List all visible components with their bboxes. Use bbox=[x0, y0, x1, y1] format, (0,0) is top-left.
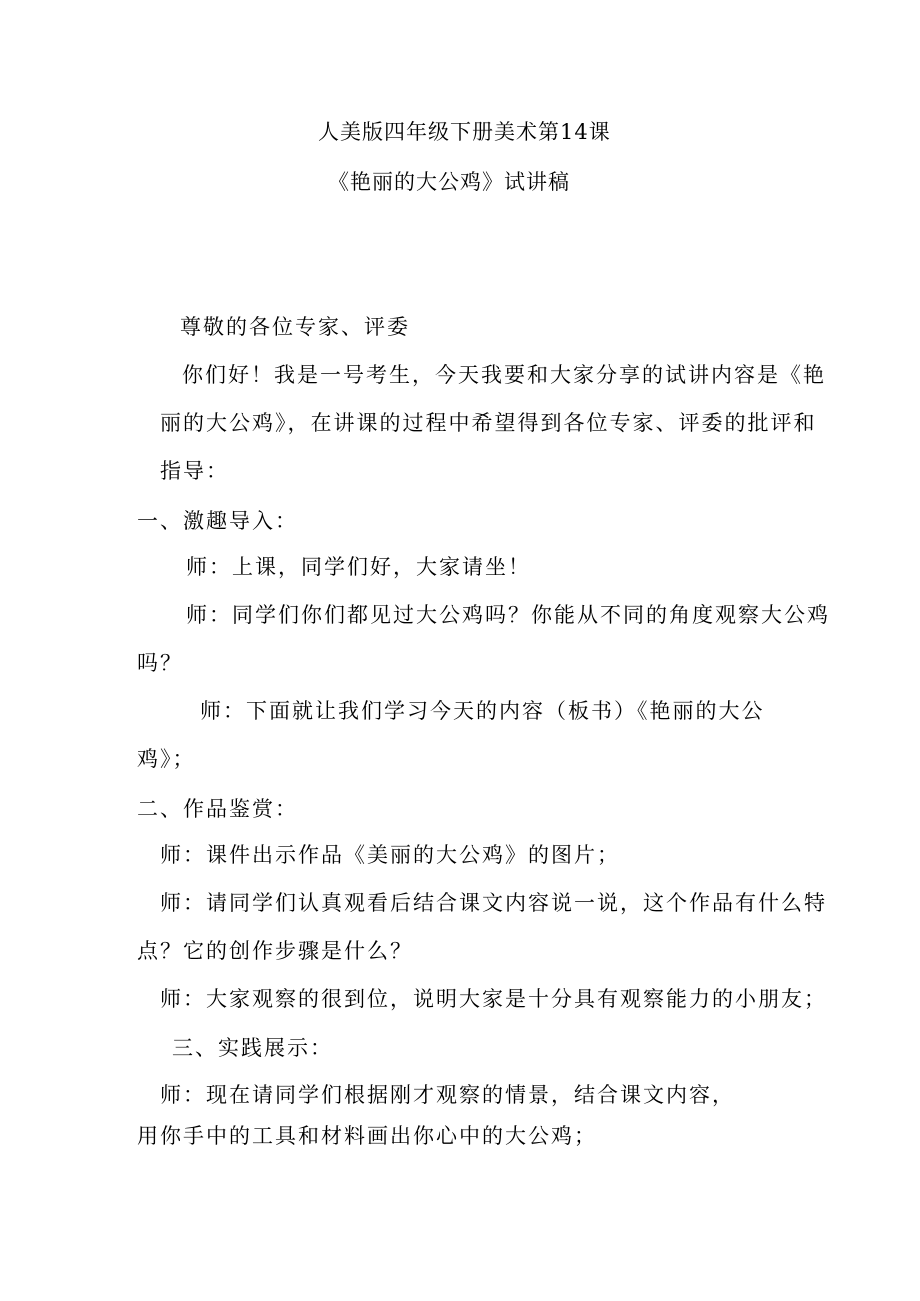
section-heading: 三、实践展示： bbox=[172, 1036, 333, 1060]
greeting-line: 尊敬的各位专家、评委 bbox=[180, 315, 410, 339]
paragraph-line: 点？它的创作步骤是什么？ bbox=[137, 939, 413, 963]
paragraph-line: 师：下面就让我们学习今天的内容（板书）《艳丽的大公 bbox=[200, 699, 765, 723]
paragraph-line: 师：大家观察的很到位，说明大家是十分具有观察能力的小朋友； bbox=[160, 987, 827, 1011]
document-subtitle: 《艳丽的大公鸡》试讲稿 bbox=[328, 170, 570, 194]
paragraph-line: 师：同学们你们都见过大公鸡吗？你能从不同的角度观察大公鸡 bbox=[186, 603, 830, 627]
section-heading: 二、作品鉴赏： bbox=[137, 797, 298, 821]
paragraph-line: 师：请同学们认真观看后结合课文内容说一说，这个作品有什么特 bbox=[160, 891, 827, 915]
paragraph-line: 师：课件出示作品《美丽的大公鸡》的图片； bbox=[160, 843, 620, 867]
paragraph-line: 用你手中的工具和材料画出你心中的大公鸡； bbox=[137, 1124, 597, 1148]
paragraph-line: 指导： bbox=[160, 459, 229, 483]
paragraph-line: 师：上课，同学们好，大家请坐！ bbox=[186, 555, 531, 579]
paragraph-line: 师：现在请同学们根据刚才观察的情景，结合课文内容， bbox=[160, 1083, 735, 1107]
paragraph-line: 丽的大公鸡》，在讲课的过程中希望得到各位专家、评委的批评和 bbox=[160, 411, 817, 435]
paragraph-line: 你们好！我是一号考生，今天我要和大家分享的试讲内容是《艳 bbox=[182, 363, 826, 387]
section-heading: 一、激趣导入： bbox=[137, 509, 298, 533]
paragraph-line: 鸡》； bbox=[137, 747, 196, 771]
paragraph-line: 吗？ bbox=[137, 651, 183, 675]
document-title: 人美版四年级下册美术第14课 bbox=[318, 120, 611, 144]
